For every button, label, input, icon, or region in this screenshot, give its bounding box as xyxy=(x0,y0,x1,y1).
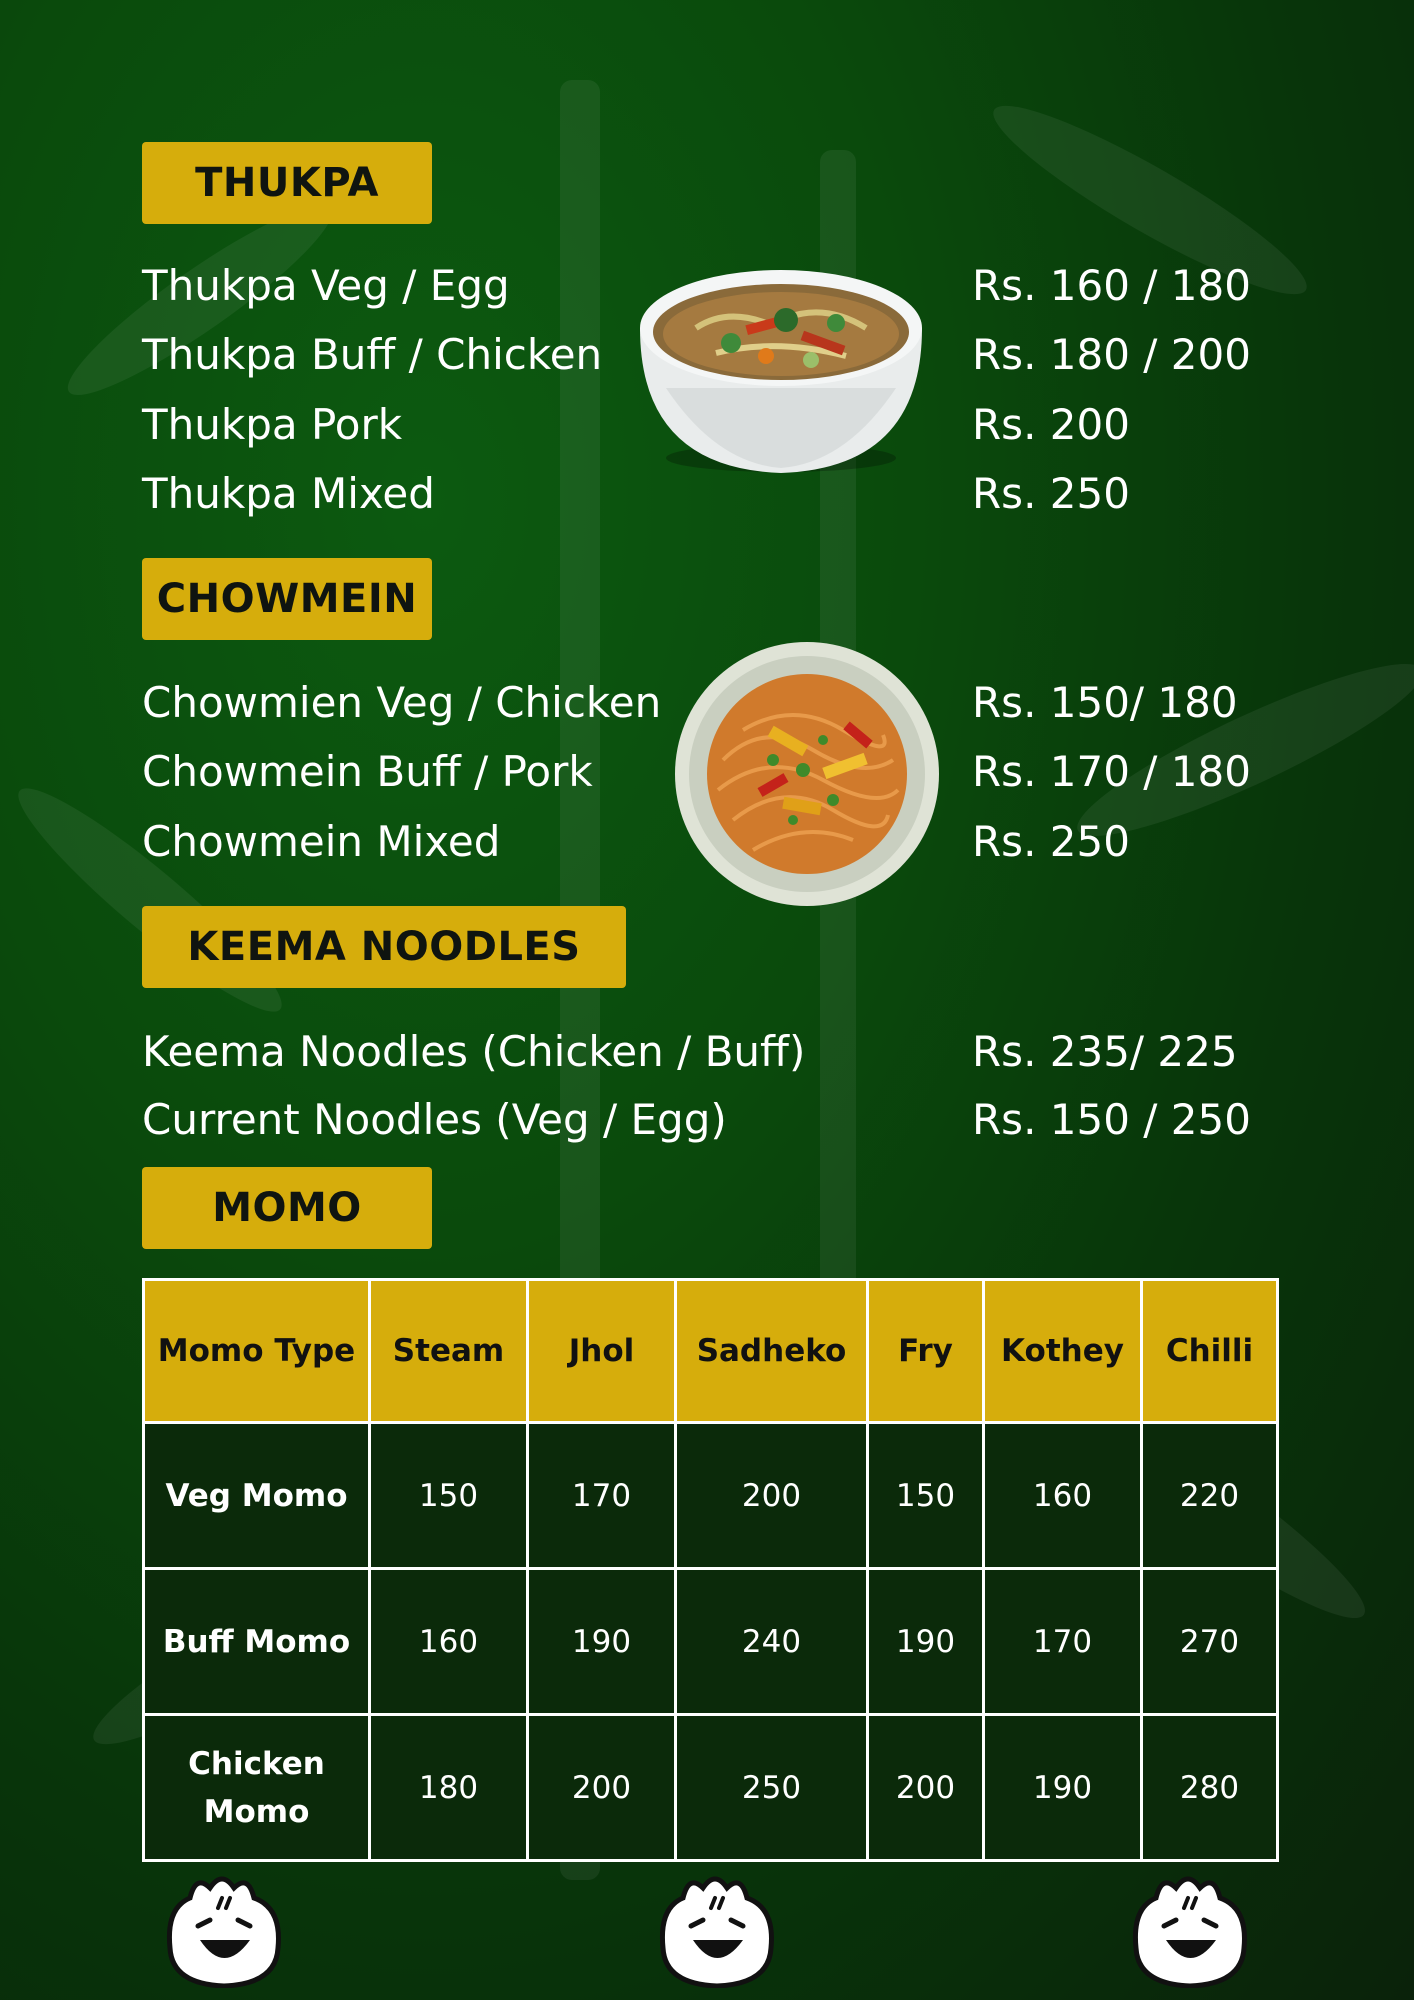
table-cell: 160 xyxy=(984,1423,1142,1569)
table-header: Chilli xyxy=(1142,1280,1278,1423)
item-name: Thukpa Mixed xyxy=(142,469,435,518)
item-price: Rs. 170 / 180 xyxy=(972,747,1251,796)
table-cell: 190 xyxy=(984,1715,1142,1861)
table-cell-type: Chicken Momo xyxy=(144,1715,370,1861)
section-title-thukpa: THUKPA xyxy=(142,142,432,224)
item-price: Rs. 250 xyxy=(972,469,1130,518)
section-title-keema-noodles: KEEMA NOODLES xyxy=(142,906,626,988)
item-name: Chowmein Mixed xyxy=(142,817,501,866)
item-price: Rs. 200 xyxy=(972,400,1130,449)
table-header: Kothey xyxy=(984,1280,1142,1423)
table-cell: 270 xyxy=(1142,1569,1278,1715)
item-name: Chowmein Buff / Pork xyxy=(142,747,593,796)
table-cell: 170 xyxy=(528,1423,676,1569)
item-name: Thukpa Buff / Chicken xyxy=(142,330,603,379)
table-cell: 200 xyxy=(528,1715,676,1861)
table-cell: 220 xyxy=(1142,1423,1278,1569)
table-cell: 240 xyxy=(676,1569,868,1715)
table-cell: 190 xyxy=(868,1569,984,1715)
table-row xyxy=(144,1423,1278,1569)
item-price: Rs. 180 / 200 xyxy=(972,330,1251,379)
table-header: Fry xyxy=(868,1280,984,1423)
momo-price-table xyxy=(142,1278,1279,1862)
thukpa-bowl-icon xyxy=(636,268,926,474)
section-title-chowmein: CHOWMEIN xyxy=(142,558,432,640)
table-cell: 150 xyxy=(370,1423,528,1569)
item-name: Thukpa Veg / Egg xyxy=(142,261,510,310)
table-cell: 160 xyxy=(370,1569,528,1715)
item-name: Thukpa Pork xyxy=(142,400,403,449)
table-cell: 190 xyxy=(528,1569,676,1715)
momo-mascot-icon xyxy=(653,1868,781,1988)
table-header: Sadheko xyxy=(676,1280,868,1423)
section-title-momo: MOMO xyxy=(142,1167,432,1249)
table-row xyxy=(144,1715,1278,1861)
table-cell: 150 xyxy=(868,1423,984,1569)
item-name: Chowmien Veg / Chicken xyxy=(142,678,662,727)
table-cell-type: Veg Momo xyxy=(144,1423,370,1569)
item-name: Keema Noodles (Chicken / Buff) xyxy=(142,1027,806,1076)
table-cell-type: Buff Momo xyxy=(144,1569,370,1715)
item-price: Rs. 150/ 180 xyxy=(972,678,1238,727)
menu-row xyxy=(142,1088,1282,1152)
table-cell: 250 xyxy=(676,1715,868,1861)
item-price: Rs. 160 / 180 xyxy=(972,261,1251,310)
table-row xyxy=(144,1569,1278,1715)
item-price: Rs. 150 / 250 xyxy=(972,1095,1251,1144)
momo-mascot-icon xyxy=(160,1868,288,1988)
table-cell: 200 xyxy=(868,1715,984,1861)
item-name: Current Noodles (Veg / Egg) xyxy=(142,1095,727,1144)
table-header-row xyxy=(144,1280,1278,1423)
item-price: Rs. 250 xyxy=(972,817,1130,866)
momo-mascot-icon xyxy=(1126,1868,1254,1988)
table-cell: 180 xyxy=(370,1715,528,1861)
table-cell: 200 xyxy=(676,1423,868,1569)
item-price: Rs. 235/ 225 xyxy=(972,1027,1238,1076)
menu-row xyxy=(142,1020,1282,1084)
table-cell: 170 xyxy=(984,1569,1142,1715)
table-header: Jhol xyxy=(528,1280,676,1423)
table-cell: 280 xyxy=(1142,1715,1278,1861)
table-header: Momo Type xyxy=(144,1280,370,1423)
table-header: Steam xyxy=(370,1280,528,1423)
chowmein-plate-icon xyxy=(673,640,941,908)
